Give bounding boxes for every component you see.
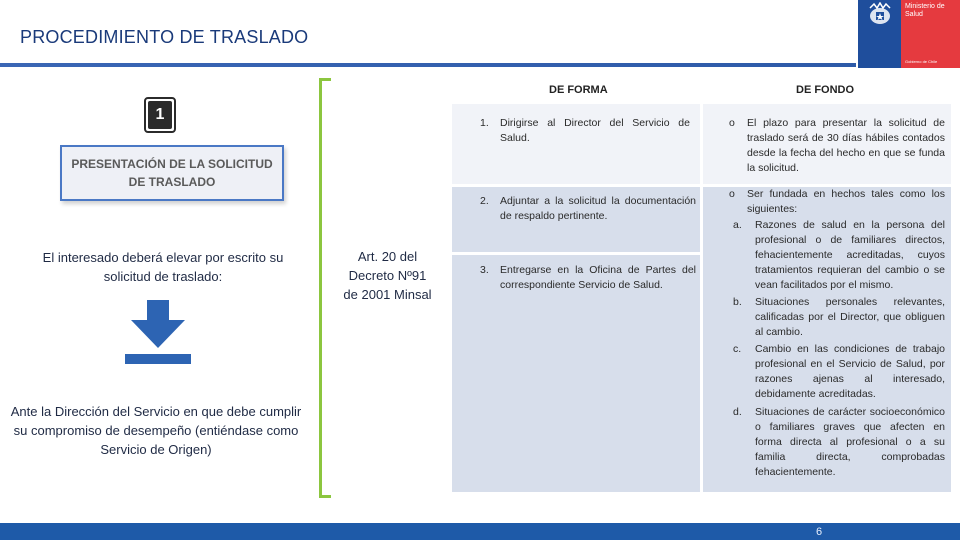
ministry-logo	[858, 0, 960, 68]
fondo-sub-text: Situaciones personales relevantes, calificadas por el Director, que obliguen al cambio.	[755, 296, 945, 338]
request-box-text: PRESENTACIÓN DE LA SOLICITUD DE TRASLADO	[71, 157, 273, 189]
forma-item-text: Adjuntar a la solicitud la documentación de respaldo pertinente.	[500, 195, 696, 222]
forma-item-text: Entregarse en la Oficina de Partes del correspondiente Servicio de Salud.	[500, 264, 696, 291]
forma-column	[452, 104, 700, 492]
page-number: 6	[816, 526, 823, 538]
fondo-column	[703, 104, 951, 492]
forma-item-text: Dirigirse al Director del Servicio de Salud.	[500, 117, 690, 144]
step-number-badge	[144, 97, 176, 133]
logo-subtext: Gobierno de Chile	[905, 59, 938, 64]
column-header-forma: DE FORMA	[549, 84, 608, 96]
fondo-bullet: o	[729, 188, 735, 200]
logo-blue-panel	[858, 0, 901, 68]
logo-red-panel	[901, 0, 960, 68]
green-bracket	[319, 78, 331, 498]
column-header-fondo: DE FONDO	[796, 84, 855, 96]
forma-item-number: 2.	[480, 195, 489, 207]
article-reference: Art. 20 del Decreto Nº91 de 2001 Minsal	[343, 249, 432, 302]
fondo-sub-letter: a.	[733, 219, 742, 231]
fondo-sub-text: Situaciones de carácter socioeconómico o familiares graves que afecten en forma directa al profesional o a su familia directa, comprobadas fehacientemente.	[755, 406, 945, 478]
fondo-sub-letter: d.	[733, 406, 742, 418]
title-underline	[0, 63, 856, 67]
fondo-sub-text: Cambio en las condiciones de trabajo profesional en el Servicio de Salud, por razones ajenas al interesado, debidamente acreditadas.	[755, 343, 945, 400]
fondo-bullet: o	[729, 117, 735, 129]
fondo-sub-letter: b.	[733, 296, 742, 308]
logo-text: Ministerio de Salud	[905, 3, 945, 18]
download-arrow-icon	[125, 300, 191, 364]
ante-text: Ante la Dirección del Servicio en que debe cumplir su compromiso de desempeño (entiéndase como Servicio de Origen)	[10, 404, 302, 457]
fondo-sub-text: Razones de salud en la persona del profesional o de familiares directos, fehacientemente acreditadas, cuyos tratamientos requieran del cambio o se vean facilitados por el mismo.	[755, 219, 945, 291]
row-separator	[452, 252, 700, 255]
request-box	[60, 145, 284, 201]
coat-of-arms-icon	[864, 2, 896, 28]
forma-item-number: 3.	[480, 264, 489, 276]
row-separator	[452, 184, 700, 187]
fondo-fundada-text: Ser fundada en hechos tales como los siguientes:	[747, 188, 945, 215]
fondo-sub-letter: c.	[733, 343, 742, 355]
page-title: PROCEDIMIENTO DE TRASLADO	[20, 27, 309, 47]
fondo-plazo-text: El plazo para presentar la solicitud de traslado será de 30 días hábiles contados desde la fecha del hecho en que se funda la solicitud.	[747, 117, 945, 174]
interesado-text: El interesado deberá elevar por escrito su solicitud de traslado:	[42, 250, 284, 284]
step-number: 1	[148, 101, 172, 129]
forma-item-number: 1.	[480, 117, 489, 129]
